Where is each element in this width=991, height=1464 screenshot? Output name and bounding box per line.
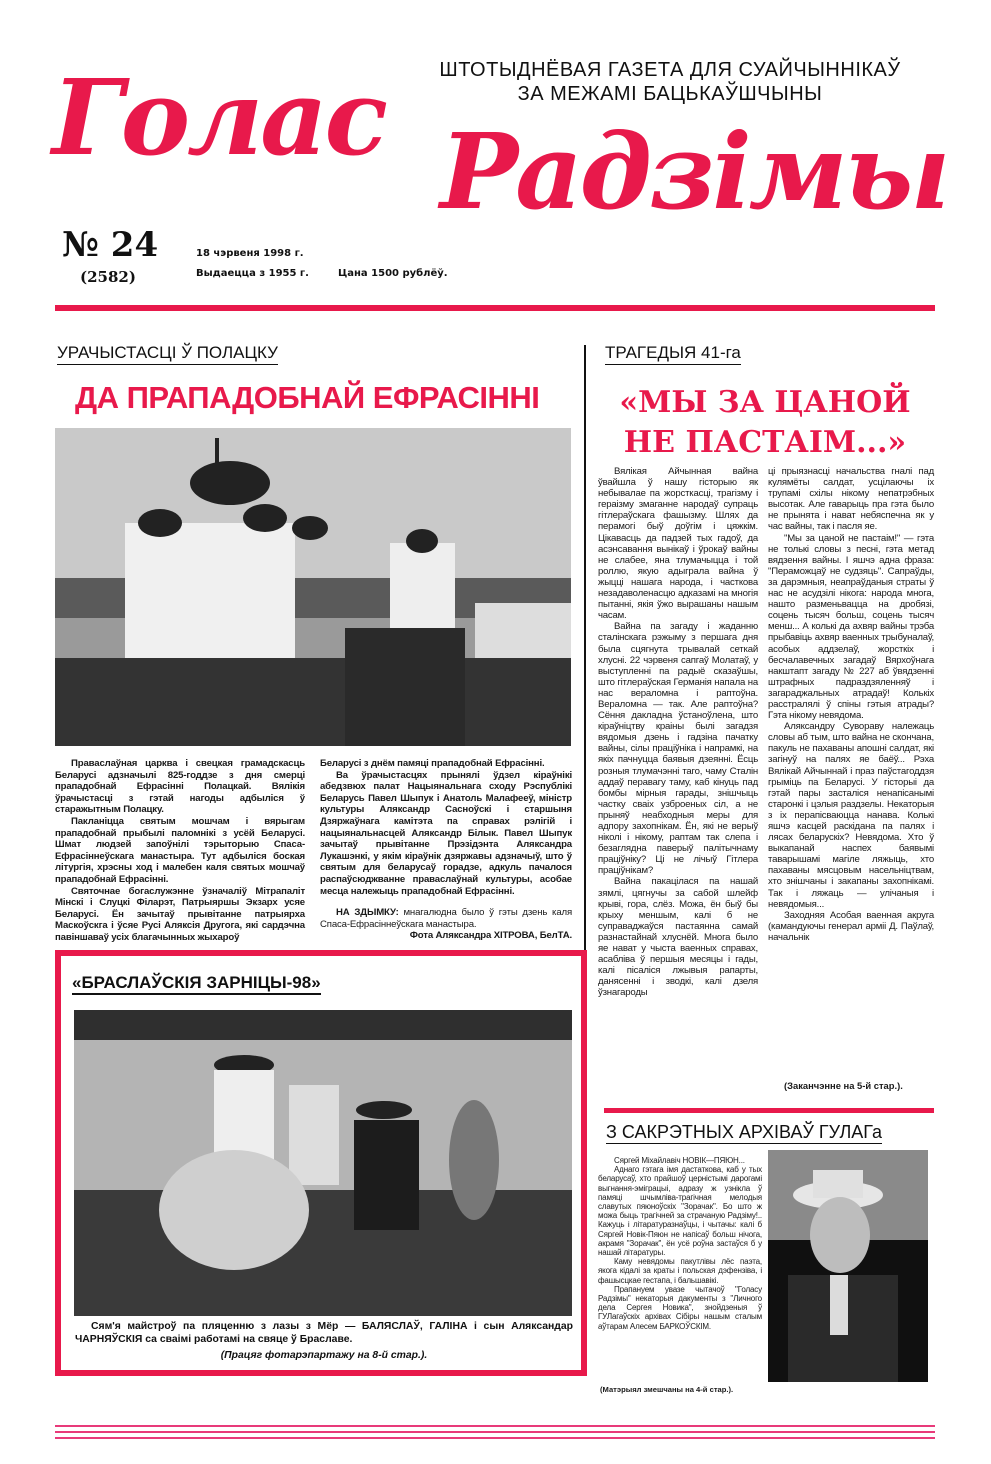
paragraph: Каму невядомы пакутлівы лёс паэта, якога кідалі за краты і польская дэфензіва, і фашысцкае гестапа, і бальшавікі. (598, 1257, 762, 1285)
caption-text: Сям'я майстроў па пляценню з лазы з Мёр — БАЛЯСЛАЎ, ГАЛІНА і сын Аляксандар ЧАРНЯЎСКІЯ са сваімі работамі на свяце ў Браславе. (75, 1321, 573, 1345)
headline-efrasinni: ДА ПРАПАДОБНАЙ ЕФРАСІННІ (75, 380, 540, 415)
footer-rule (55, 1425, 935, 1427)
tagline (420, 58, 920, 106)
section-kicker-polatsk: УРАЧЫСТАСЦІ Ў ПОЛАЦКУ (57, 343, 278, 365)
masthead-divider (55, 305, 935, 311)
paragraph: Праваслаўная царква і свецкая грамадскасць Беларусі адзначылі 825-годдзе з дня смерці прападобнай Ефрасінні Полацкай. Вялікія ўрачыстасці з гэтай нагоды адбыліся ў старажытным Полацку. (55, 758, 305, 816)
issue-price: Цана 1500 рублёў. (338, 268, 448, 279)
photo-wicker-craftsmen (74, 1010, 572, 1316)
article-efrasinni-column-2 (320, 758, 572, 942)
photo-credit: Фота Аляксандра ХІТРОВА, БелТА. (409, 930, 572, 942)
gulag-divider (604, 1108, 934, 1113)
paragraph: Вайна пакацілася па нашай зямлі, цягнучы за сабой шлейф крыві, гора, слёз. Можа, ён быў бы крыху меншым, калі б не суправаджаўся пастаянна самай разнастайнай хлуснёй. Многа было яе нават у чыста ваенных справах, асабліва ў першыя месяцы і гады, калі пісаліся лжывыя рапарты, данясенні і зводкі, калі дзеля ўзнагароды (598, 876, 758, 999)
article-tragedy-column-1 (598, 466, 758, 999)
photo-caption-label: НА ЗДЫМКУ: (336, 907, 399, 919)
issue-total-number: (2582) (80, 268, 136, 286)
paragraph: Вялікая Айчынная вайна ўвайшла ў нашу гісторыю як небывалае па жорсткасці, трагізму і гераізму змаганне народаў супраць гітлераўскага фашызму. Шлях да перамогі быў доўгім і цяжкім. Цікавасць да падзей тых гадоў, да асэнсавання вынікаў і ўрокаў вайны не слабее, яна тлумачыцца і той роллю, якую адыграла вайна ў жыцці нашага народа, і часткова незадаволенасцю адказамі на многія пытанні, якія ўжо вырашаны нашым часам. (598, 466, 758, 622)
paragraph-continued: Беларусі з днём памяці прападобнай Ефрасінні. (320, 758, 545, 769)
paragraph: Аляксандру Сувораву належаць словы аб тым, што вайна не скончана, пакуль не пахаваны апошні салдат, які загінуў на палях яе баёў... Рэха Вялікай Айчыннай і праз паўстагоддзя грыміць па Беларусі. У гісторыі да гэтай пары засталіся ненапісанымі старонкі і цэлыя раздзелы. Некаторыя з іх перапісваюцца нанава. Колькі яшчэ касцей раскідана па палях і лясах беларускіх? Невядома. Хто ў выкапанай наспех баявымі таварышамі магіле ляжыць, хто пахаваны мясцовым насельніцтвам, хто знішчаны і закапаны захопнікамі. Так і ляжаць — улічаныя і невядомыя... (768, 721, 934, 910)
article-tragedy-column-2 (768, 466, 934, 943)
footer-rule (55, 1431, 935, 1433)
section-kicker-braslau: «БРАСЛАЎСКІЯ ЗАРНІЦЫ-98» (72, 973, 321, 995)
paragraph: Пакланіцца святым мошчам і вярыгам прападобнай прыбылі паломнікі з усёй Беларусі. Шмат людзей запоўнілі тэрыторыю Спаса-Ефрасіннеўскага манастыра. Тут адбыліся боская літургія, хрэсны ход і малебен каля святых мошчаў прападобнай Ефрасінні. (55, 815, 305, 885)
paragraph: Аднаго гэтага імя дастаткова, каб у тых беларусаў, хто прайшоў церністымі дарогамі выгнання-эміграцыі, адразу ж узнікла ў памяці шчымліва-трагічная мелодыя славутых пяюноўскіх "Зорачак". Бо што ж можа быць трагічней за страчаную Радзіму!.. Кажуць і літаратуразнаўцы, і чытачы: калі б Сяргей Новік-Пяюн не напісаў больш нічога, акрамя "Зорачак", ён усё роўна застаўся б у нашай літаратуры. (598, 1165, 762, 1258)
issue-date: 18 чэрвеня 1998 г. (196, 248, 304, 259)
paragraph-continued: ці прыязнасці начальства гналі пад кулямёты салдат, усцілаючы іх трупамі схілы нікому непатрэбных высотак. Але гаварыць пра гэта было не прынята і нават небяспечна як у час вайны, так і пасля яе. (768, 466, 934, 533)
newspaper-title-golas: Голас (52, 56, 386, 179)
article-efrasinni-column-1 (55, 758, 305, 944)
photo-caption-text: мнагалюдна было ў гэты дзень каля Спаса-Ефрасіннеўскага манастыра. (320, 907, 572, 930)
tagline-line-1: ШТОТЫДНЁВАЯ ГАЗЕТА ДЛЯ СУАЙЧЫННІКАЎ (439, 59, 901, 81)
braslau-photo-caption (75, 1321, 573, 1346)
issue-number: № 24 (62, 225, 159, 265)
article-gulag-column (598, 1156, 762, 1331)
paragraph: Сяргей Міхайлавіч НОВІК—ПЯЮН... (614, 1156, 745, 1165)
braslau-continued-note: (Працяг фотарэпартажу на 8-й стар.). (220, 1350, 428, 1361)
tagline-line-2: ЗА МЕЖАМІ БАЦЬКАЎШЧЫНЫ (517, 83, 823, 105)
photo-caption (320, 907, 572, 930)
paragraph: "Мы за цаной не пастаім!" — гэта не толькі словы з песні, гэта метад вядзення вайны. І яшчэ адна фраза: "Пераможцаў не судзяць". Сапраўды, за дарэмныя, неапраўданыя страты ў нас не асудзілі нікога: народа многа, нашто разменьвацца на дробязі, соцень тысяч больш, соцень тысяч менш... А колькі да ахвяр вайны трэба прыбавіць ахвяр ваенных трыбуналаў, асобых аддзелаў, жорсткіх і бесчалавечных загадаў Вярхоўнага накштапт загаду № 227 аб ўвядзенні штрафных падраздзяленняў і загараджальных атрадаў! Колькіх расстралялі ў спіны гэтыя атрады? Гэта нікому невядома. (768, 532, 934, 722)
published-since: Выдаецца з 1955 г. (196, 268, 309, 279)
paragraph: Ва ўрачыстасцях прынялі ўдзел кіраўнікі абедзвюх палат Нацыянальнага сходу Рэспублікі Беларусь Павел Шыпук і Анатоль Малафееў, міністр культуры Аляксандр Сасноўскі і старшыня Дзяржаўнага камітэта па справах рэлігій і нацыянальнасцей Аляксандр Білык. Павел Шыпук зачытаў прывітанне Прэзідэнта Аляксандра Лукашэнкі, у якім кіраўнік дзяржавы адзначыў, што ў святым для беларусаў горадзе, адкуль пачалося распаўсюджванне праваслаўнай культуры, асобае месца належыць прападобнай Ефрасінні. (320, 769, 572, 897)
paragraph: Прапануем увазе чытачоў "Голасу Радзімы" некаторыя дакументы з "Личного дела Сергея Новика", знойдзеныя ў ГУЛагаўскіх архівах Сібіры нашым сталым аўтарам Алесем БАРКОЎСКІМ. (598, 1284, 762, 1331)
tragedy-continued-note: (Заканчэнне на 5-й стар.). (784, 1080, 903, 1091)
photo-novik-pyayun-portrait (768, 1150, 928, 1382)
paragraph: Святочнае богаслужэнне ўзначаліў Мітрапаліт Мінскі і Слуцкі Філарэт, Патрыяршы Экзарх усяе Беларусі. Ён зачытаў прывітанне патрыярха Маскоўскга і ўсяе Русі Аляксія Другога, які сардэчна павіншаваў усіх благачынных жыхароў (55, 885, 305, 943)
newspaper-title-radzimy: Радзімы (440, 110, 948, 233)
section-kicker-tragedy: ТРАГЕДЫЯ 41-га (605, 343, 741, 365)
headline-my-za-tsanoy: «МЫ ЗА ЦАНОЙ НЕ ПАСТАІМ...» (619, 385, 911, 460)
paragraph: Вайна па загаду і жаданню сталінскага рэжыму з першага дня была сцягнута трывалай сеткай хлусні. 22 чэрвеня сапгаў Молатаў, у выступленні па радыё сказаўшы, што гітлераўская Германія напала на нас вераломна і раптоўна. Вераломна — так. Але раптоўна? Сёння дакладна ўстаноўлена, што кіраўніцтву краіны былі загадзя вядомыя дзень і гадзіна пачатку вайны, сілы праціўніка і напрамкі, на якіх пачнуцца баявыя дзеянні. Ёсць розныя тлумачэнні таго, чаму Сталін аддаў перавагу таму, каб кінуць пад бомбы мірныя гарады, знішчыць частку сваіх узброеных сіл, а не прыняў неабходныя меры для адпору захопнікам. Ён, які не верыў ніколі і нікому, раптам так слепа і безаглядна паверыў палітычнаму праціўніку? Ці не лічыў Гітлера праціўнікам? (598, 621, 758, 877)
paragraph: Заходняя Асобая ваенная акруга (камандуючы генерал арміі Д. Паўлаў, начальнік (768, 909, 934, 943)
photo-church-monastery (55, 428, 571, 746)
footer-rule (55, 1437, 935, 1439)
section-kicker-gulag: З САКРЭТНЫХ АРХІВАЎ ГУЛАГа (606, 1122, 883, 1142)
gulag-continued-note: (Матэрыял змешчаны на 4-й стар.). (600, 1385, 734, 1394)
